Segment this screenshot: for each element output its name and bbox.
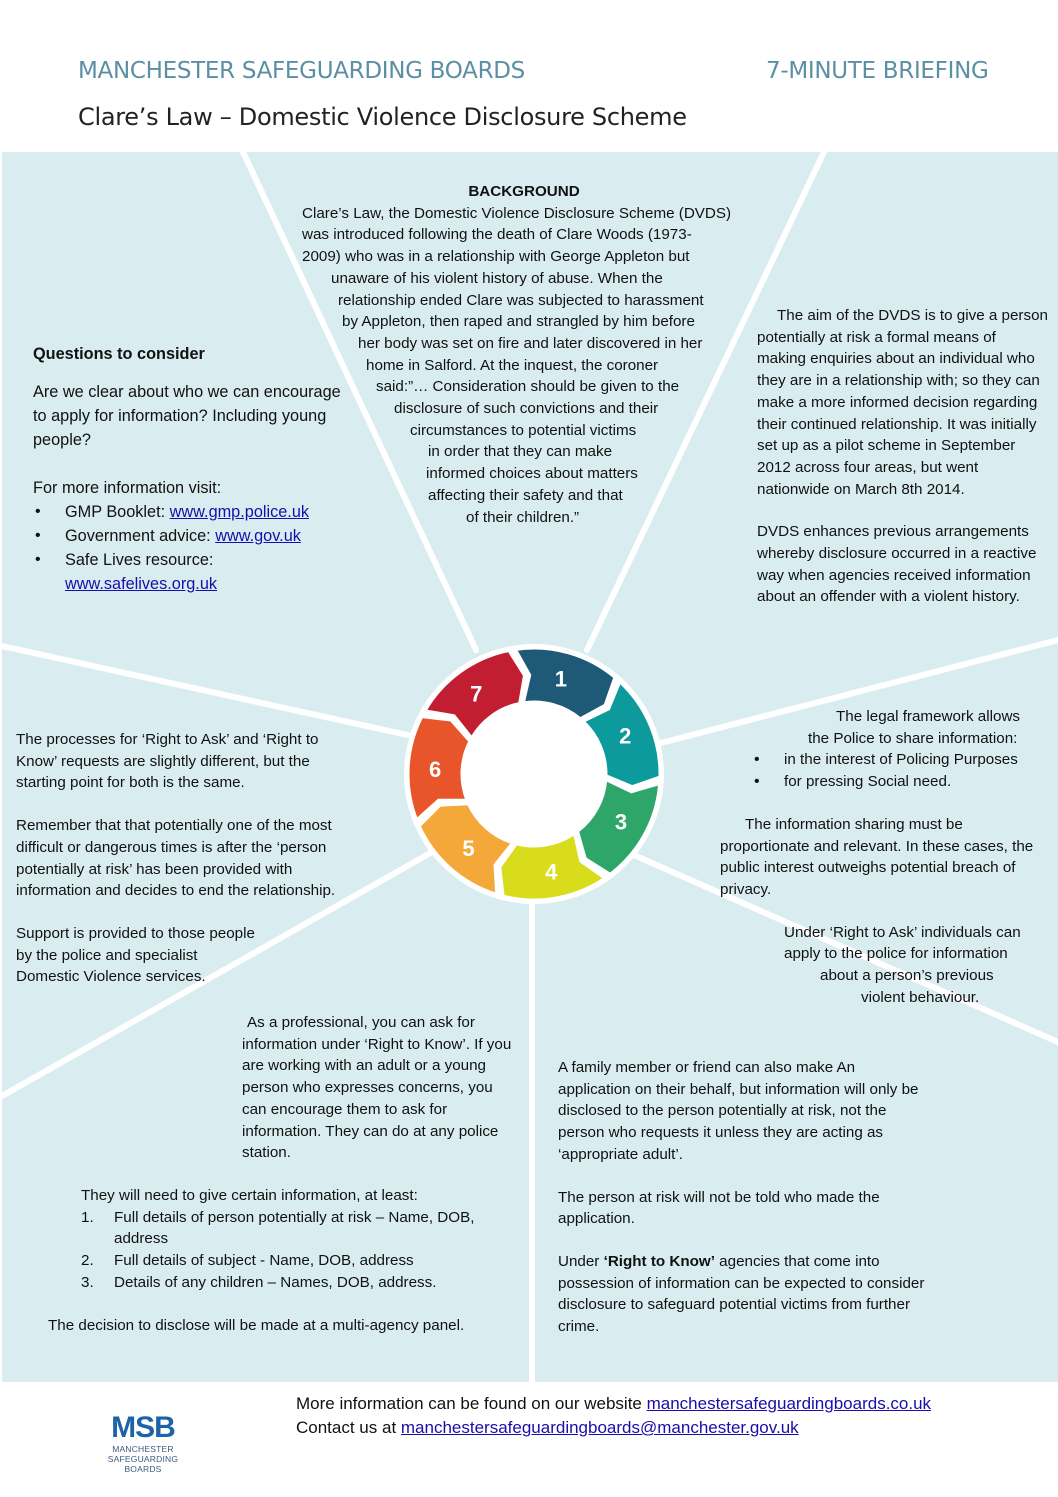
right-to-ask-line-4: violent behaviour.: [861, 988, 980, 1006]
aim-section: [757, 305, 1049, 608]
cycle-step-label: 5: [462, 836, 475, 862]
background-line: home in Salford. At the inquest, the coroner: [366, 356, 659, 374]
background-line: was introduced following the death of Clare Woods (1973-: [302, 226, 692, 244]
seven-step-cycle-diagram: [404, 644, 664, 904]
email-link[interactable]: manchestersafeguardingboards@manchester.gov.uk: [400, 1418, 799, 1437]
cycle-step-label: 6: [428, 757, 442, 783]
required-info-intro: They will need to give certain information, at least:: [81, 1187, 418, 1204]
footer: [296, 1392, 931, 1440]
background-line: informed choices about matters: [426, 465, 638, 483]
background-line: 2009) who was in a relationship with George Appleton but: [302, 248, 690, 266]
footer-website-line: More information can be found on our website manchestersafeguardingboards.co.uk: [296, 1394, 932, 1413]
family-paragraph: A family member or friend can also make An application on their behalf, but information will only be disclosed to the person potentially at risk, not the person who requests it unless they are acting as ‘appropriate adult’.: [558, 1059, 919, 1163]
process-section: [16, 729, 348, 988]
background-heading: BACKGROUND: [468, 183, 580, 200]
cycle-step-label: 2: [619, 723, 632, 749]
required-info-list: [81, 1207, 518, 1294]
footer-contact-line: Contact us at manchestersafeguardingboards@manchester.gov.uk: [296, 1418, 799, 1437]
dvds-paragraph: DVDS enhances previous arrangements whereby disclosure occurred in a reactive way when agencies received information about an offender with a violent history.: [757, 523, 1037, 606]
logo-mark: MSB: [111, 1411, 175, 1444]
professional-paragraph: As a professional, you can ask for information under ‘Right to Know’. If you are working with an adult or a young person who expresses concerns, you can encourage them to ask for information. They can do at any police station.: [242, 1014, 512, 1162]
logo-subtitle-2: BOARDS: [124, 1464, 162, 1474]
background-line: circumstances to potential victims: [410, 421, 637, 439]
right-to-ask-line-2: apply to the police for information: [784, 945, 1008, 963]
list-item: • in the interest of Policing Purposes: [752, 749, 1050, 771]
questions-section: [33, 342, 353, 596]
cycle-center: [464, 704, 604, 844]
resource-links-list: [33, 500, 353, 596]
legal-line-1: The legal framework allows: [836, 708, 1021, 725]
org-name: MANCHESTER SAFEGUARDING BOARDS: [78, 58, 525, 84]
list-item: 3. Details of any children – Names, DOB, address.: [81, 1273, 437, 1291]
background-line: her body was set on fire and later discovered in her: [358, 334, 703, 352]
background-line: relationship ended Clare was subjected to harassment: [338, 291, 704, 309]
more-info-label: For more information visit:: [33, 479, 222, 497]
cycle-step-label: 3: [614, 809, 628, 835]
not-told-paragraph: The person at risk will not be told who made the application.: [558, 1188, 880, 1228]
aim-paragraph: The aim of the DVDS is to give a person potentially at risk a formal means of making enquiries about an individual who they are in a relationship with; so they can make a more informed decision regarding their continued relationship. It was initially set up as a pilot scheme in September 2012 across four areas, but went nationwide on March 8th 2014.: [757, 307, 1048, 498]
background-line: Clare’s Law, the Domestic Violence Disclosure Scheme (DVDS): [302, 204, 732, 222]
logo-subtitle-1: MANCHESTER SAFEGUARDING: [107, 1444, 179, 1464]
questions-heading: Questions to consider: [33, 345, 205, 363]
list-item: 1. Full details of person potentially at risk – Name, DOB, address: [81, 1208, 475, 1248]
sharing-paragraph: The information sharing must be proportionate and relevant. In these cases, the public interest outweighs potential breach of privacy.: [720, 815, 1034, 898]
list-item: • GMP Booklet: www.gmp.police.uk: [33, 500, 353, 524]
legal-bullets: [752, 749, 1050, 792]
list-item: • Government advice: www.gov.uk: [33, 524, 353, 548]
process-paragraph: The processes for ‘Right to Ask’ and ‘Right to Know’ requests are slightly different, but the starting point for both is the same.: [16, 731, 319, 792]
questions-body: Are we clear about who we can encourage to apply for information? Including young people?: [33, 383, 341, 449]
right-to-ask-line-1: Under ‘Right to Ask’ individuals can: [784, 923, 1021, 941]
family-section: [558, 1057, 928, 1338]
legal-line-2: the Police to share information:: [808, 729, 1018, 747]
website-link[interactable]: manchestersafeguardingboards.co.uk: [646, 1394, 932, 1413]
page-title: Clare’s Law – Domestic Violence Disclosure Scheme: [78, 103, 687, 131]
background-line: by Appleton, then raped and strangled by him before: [342, 313, 695, 331]
background-line: in order that they can make: [428, 443, 613, 461]
background-line: said:”… Consideration should be given to the: [376, 378, 680, 396]
danger-paragraph: Remember that that potentially one of the most difficult or dangerous times is after the ‘person potentially at risk’ has been provided with information and decides to end the relationship.: [16, 817, 336, 900]
cycle-step-label: 4: [545, 859, 558, 885]
gmp-link[interactable]: www.gmp.police.uk: [169, 503, 310, 521]
decision-line: The decision to disclose will be made at a multi-agency panel.: [48, 1316, 465, 1334]
right-to-ask-line-3: about a person’s previous: [820, 967, 994, 985]
legal-section: [720, 706, 1050, 1008]
required-info-section: [48, 1185, 518, 1336]
briefing-label: 7-MINUTE BRIEFING: [766, 58, 989, 84]
gov-link[interactable]: www.gov.uk: [215, 527, 301, 545]
right-to-know-paragraph: Under ‘Right to Know’ agencies that come into possession of information can be expected to consider disclosure to safeguard potential victims from further crime.: [558, 1252, 925, 1336]
support-line-1: Support is provided to those people: [16, 924, 255, 942]
msb-logo: [78, 1412, 208, 1474]
briefing-panel: [2, 152, 1058, 1382]
cycle-step-label: 1: [554, 666, 567, 692]
list-item: • Safe Lives resource: www.safelives.org.uk: [33, 548, 353, 596]
background-line: disclosure of such convictions and their: [394, 400, 659, 417]
cycle-step-label: 7: [470, 681, 483, 707]
background-line: unaware of his violent history of abuse. When the: [331, 269, 663, 287]
background-line: affecting their safety and that: [428, 486, 623, 504]
list-item: • for pressing Social need.: [752, 771, 1050, 793]
list-item: 2. Full details of subject - Name, DOB, address: [81, 1252, 414, 1270]
background-line: of their children.”: [466, 508, 580, 526]
safelives-link[interactable]: www.safelives.org.uk: [65, 575, 218, 593]
professional-section: [242, 1012, 512, 1164]
support-line-3: Domestic Violence services.: [16, 968, 206, 986]
support-line-2: by the police and specialist: [16, 946, 198, 964]
